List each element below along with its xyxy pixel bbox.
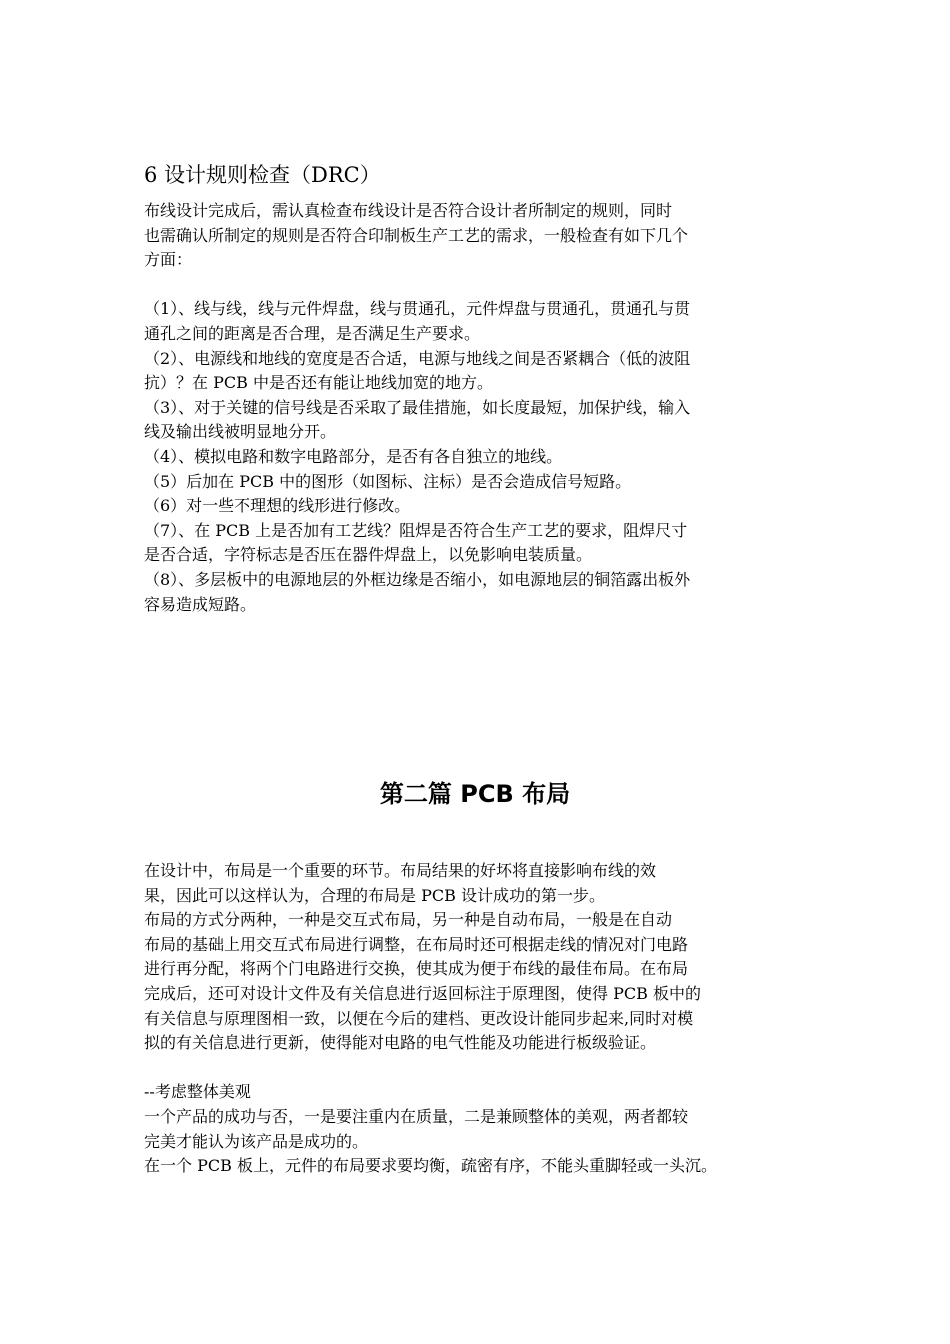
check-item-line: 线及输出线被明显地分开。	[144, 422, 337, 442]
check-item-line: 抗）？在 PCB 中是否还有能让地线加宽的地方。	[144, 373, 493, 393]
paragraph-line: 完美才能认为该产品是成功的。	[144, 1131, 369, 1151]
section-6-heading: 6 设计规则检查（DRC）	[144, 163, 381, 187]
check-item-line: （7）、在 PCB 上是否加有工艺线？阻焊是否符合生产工艺的要求，阻焊尺寸	[144, 520, 688, 540]
intro-line: 方面：	[144, 250, 193, 270]
paragraph-line: 果，因此可以这样认为，合理的布局是 PCB 设计成功的第一步。	[144, 885, 605, 905]
paragraph-line: 一个产品的成功与否，一是要注重内在质量，二是兼顾整体的美观，两者都较	[144, 1106, 689, 1126]
paragraph-line: 布局的方式分两种，一种是交互式布局，另一种是自动布局，一般是在自动	[144, 910, 673, 930]
intro-line: 也需确认所制定的规则是否符合印制板生产工艺的需求，一般检查有如下几个	[144, 225, 689, 245]
check-item-line: 容易造成短路。	[144, 594, 257, 614]
check-item-line: （1）、线与线，线与元件焊盘，线与贯通孔，元件焊盘与贯通孔，贯通孔与贯	[144, 299, 691, 319]
paragraph-line: 完成后，还可对设计文件及有关信息进行返回标注于原理图，使得 PCB 板中的	[144, 983, 701, 1003]
paragraph-line: 布局的基础上用交互式布局进行调整，在布局时还可根据走线的情况对门电路	[144, 934, 689, 954]
check-item-line: （3）、对于关键的信号线是否采取了最佳措施，如长度最短，加保护线，输入	[144, 397, 691, 417]
check-item-line: 通孔之间的距离是否合理，是否满足生产要求。	[144, 323, 481, 343]
section-6-body	[144, 199, 812, 617]
check-item-line: （4）、模拟电路和数字电路部分，是否有各自独立的地线。	[144, 446, 563, 466]
check-item-line: （2）、电源线和地线的宽度是否合适，电源与地线之间是否紧耦合（低的波阻	[144, 348, 691, 368]
check-item-line: （6）对一些不理想的线形进行修改。	[144, 496, 411, 516]
subheading: --考虑整体美观	[144, 1082, 251, 1102]
paragraph-line: 在一个 PCB 板上，元件的布局要求要均衡，疏密有序，不能头重脚轻或一头沉。	[144, 1156, 717, 1176]
blank-line	[144, 273, 812, 298]
intro-line: 布线设计完成后，需认真检查布线设计是否符合设计者所制定的规则，同时	[144, 201, 673, 220]
paragraph-line: 进行再分配，将两个门电路进行交换，使其成为便于布线的最佳布局。在布局	[144, 959, 689, 979]
check-item-line: 是否合适，字符标志是否压在器件焊盘上，以免影响电装质量。	[144, 545, 593, 565]
paragraph-line: 拟的有关信息进行更新，使得能对电路的电气性能及功能进行板级验证。	[144, 1033, 657, 1053]
paragraph-line: 有关信息与原理图相一致，以便在今后的建档、更改设计能同步起来,同时对模	[144, 1008, 694, 1028]
blank-line	[144, 1056, 812, 1081]
part-2-title: 第二篇 PCB 布局	[379, 780, 571, 808]
check-item-line: （5）后加在 PCB 中的图形（如图标、注标）是否会造成信号短路。	[144, 471, 632, 491]
check-item-line: （8）、多层板中的电源地层的外框边缘是否缩小，如电源地层的铜箔露出板外	[144, 569, 691, 589]
part-2-body	[144, 859, 812, 1179]
paragraph-line: 在设计中，布局是一个重要的环节。布局结果的好坏将直接影响布线的效	[144, 861, 657, 880]
